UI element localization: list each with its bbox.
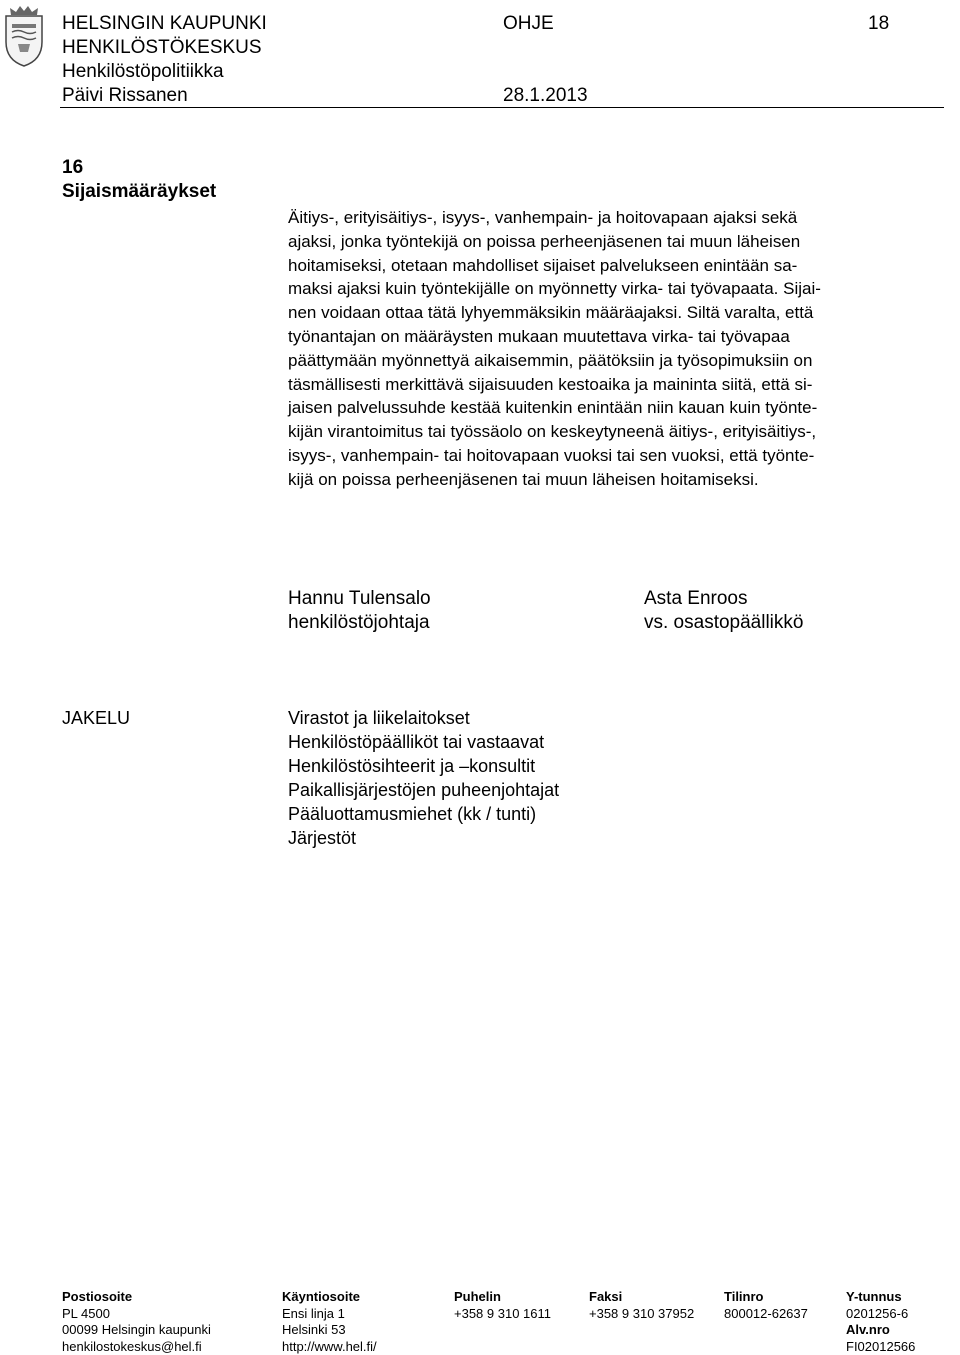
header-author: Päivi Rissanen (62, 85, 188, 106)
paragraph-line: maksi ajaksi kuin työntekijälle on myönnetty virka- tai työvapaata. Sijai- (288, 279, 821, 299)
header-unit: Henkilöstöpolitiikka (62, 61, 224, 82)
paragraph-line: hoitamiseksi, otetaan mahdolliset sijaiset palvelukseen enintään sa- (288, 255, 798, 275)
signatory-title: vs. osastopäällikkö (644, 612, 804, 633)
footer-phone-value: +358 9 310 1611 (454, 1305, 551, 1321)
footer-visit-line: Helsinki 53 (282, 1322, 346, 1337)
footer-fax-value: +358 9 310 37952 (589, 1305, 695, 1321)
distribution-item: Henkilöstöpäälliköt tai vastaavat (288, 732, 545, 752)
footer-email-link[interactable]: henkilostokeskus@hel.fi (62, 1338, 202, 1354)
distribution-item: Virastot ja liikelaitokset (288, 708, 470, 728)
footer-fax-label: Faksi (589, 1289, 623, 1304)
footer-account-label: Tilinro (724, 1289, 764, 1304)
footer-website-link[interactable]: http://www.hel.fi/ (282, 1338, 377, 1354)
footer-business-id-value: 0201256-6 (846, 1305, 909, 1321)
distribution-item: Henkilöstösihteerit ja –konsultit (288, 756, 536, 776)
footer-business-id-label: Y-tunnus (846, 1289, 902, 1304)
footer-visit (282, 1289, 377, 1355)
header-dept: HENKILÖSTÖKESKUS (62, 37, 262, 58)
section-number: 16 (62, 157, 84, 178)
paragraph-line: isyys-, vanhempain- tai hoitovapaan vuoksi tai sen vuoksi, että työnte- (288, 445, 815, 465)
paragraph-line: nen voidaan ottaa tätä lyhyemmäksikin määräajaksi. Siltä varalta, että (288, 303, 814, 323)
footer-postal (62, 1289, 211, 1355)
footer-phone-label: Puhelin (454, 1289, 501, 1304)
paragraph-line: kijä on poissa perheenjäsenen tai muun läheisen hoitamiseksi. (288, 469, 759, 489)
signatory-name: Hannu Tulensalo (288, 588, 431, 609)
paragraph-line: täsmällisesti merkittävä sijaisuuden kestoaika ja maininta siitä, että si- (288, 374, 813, 394)
helsinki-crest-logo (2, 2, 46, 68)
footer-vat-value: FI02012566 (846, 1338, 916, 1354)
paragraph-line: Äitiys-, erityisäitiys-, isyys-, vanhempain- ja hoitovapaan ajaksi sekä (288, 208, 798, 227)
footer-phone (454, 1289, 551, 1322)
header-doc-type: OHJE (503, 13, 554, 34)
signatory-title: henkilöstöjohtaja (288, 612, 430, 633)
distribution-list (288, 706, 559, 850)
paragraph-line: ajaksi, jonka työntekijä on poissa perheenjäsenen tai muun läheisen (288, 231, 801, 251)
footer-account (724, 1289, 808, 1322)
signature-block-right (644, 587, 803, 635)
footer-postal-line: PL 4500 (62, 1305, 110, 1321)
footer-fax (589, 1289, 694, 1322)
distribution-item: Järjestöt (288, 828, 357, 848)
footer-business-id (846, 1289, 915, 1355)
distribution-label: JAKELU (62, 708, 131, 728)
section-title: Sijaismääräykset (62, 181, 217, 202)
header-org: HELSINGIN KAUPUNKI (62, 13, 267, 34)
signatory-name: Asta Enroos (644, 588, 748, 609)
footer-visit-line: Ensi linja 1 (282, 1305, 345, 1321)
paragraph-line: työnantajan on määräysten mukaan muutettava virka- tai työvapaa (288, 326, 790, 346)
distribution-item: Paikallisjärjestöjen puheenjohtajat (288, 780, 560, 800)
distribution-item: Pääluottamusmiehet (kk / tunti) (288, 804, 537, 824)
paragraph-line: päättymään myönnettyä aikaisemmin, päätöksiin ja työsopimuksiin on (288, 350, 813, 370)
header-date: 28.1.2013 (503, 85, 588, 106)
header-divider (60, 107, 944, 108)
footer-postal-line: 00099 Helsingin kaupunki (62, 1322, 211, 1337)
signature-block-left (288, 587, 431, 635)
paragraph-line: jaisen palvelussuhde kestää kuitenkin enintään niin kauan kuin työnte- (288, 398, 818, 418)
footer-postal-label: Postiosoite (62, 1289, 133, 1304)
footer-vat-label: Alv.nro (846, 1322, 890, 1337)
header-page-number: 18 (868, 13, 890, 34)
section-paragraph (288, 206, 948, 492)
paragraph-line: kijän virantoimitus tai työssäolo on keskeytyneenä äitiys-, erityisäitiys-, (288, 422, 817, 442)
footer-visit-label: Käyntiosoite (282, 1289, 361, 1304)
footer-account-value: 800012-62637 (724, 1305, 808, 1321)
